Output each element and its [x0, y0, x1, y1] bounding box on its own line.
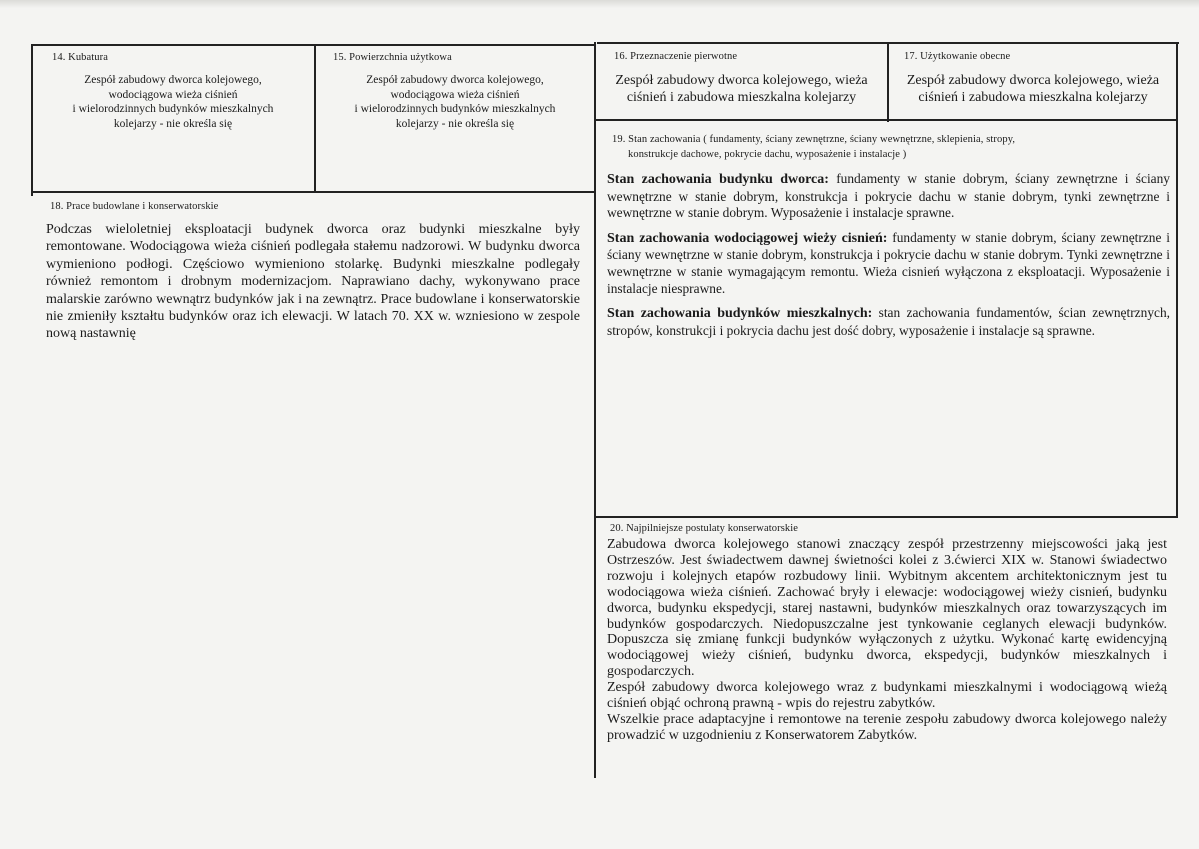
section-15-line: i wielorodzinnych budynków mieszkalnych	[354, 103, 556, 116]
section-19-stan-zachowania	[597, 122, 1175, 514]
section-17-heading: 17. Użytkowanie obecne	[904, 51, 1011, 62]
postulate-paragraph: Zabudowa dworca kolejowego stanowi znaczący zespół przestrzenny miejscowości jaką jest Ostrzeszów. Jest świadectwem dawnej świetności kolei z 3.ćwierci XIX w. Stanowi świadectwo rozwoju i kolejnych etapów rozbudowy linii. Wybitnym akcentem architektonicznym jest tu wodociągowa wieża ciśnień. Zachować bryły i elewacje: wodociągowej wieży cisnień, budynku dworca, budynku ekspedycji, starej nastawni, budynków mieszkalnych oraz towarzyszących im budynków gospodarczych. Niedopuszczalne jest tynkowanie ceglanych elewacji budynków. Dopuszcza się zmianę funkcji budynków wyłączonych z użytku. Wykonać kartę ewidencyjną wodociągowej wieży ciśnień, budynku dworca, ekspedycji, budynków mieszkalnych i gospodarczych.	[607, 537, 1167, 680]
section-14-line: kolejarzy - nie określa się	[113, 117, 233, 130]
condition-tower-paragraph	[607, 230, 1170, 297]
section-16-line: ciśnień i zabudowa mieszkalna kolejarzy	[626, 90, 857, 106]
condition-tower-text: fundamenty w stanie dobrym, ściany zewnętrzne i ściany wewnętrzne w stanie dobrym, konstrukcja i pokrycie dachu w stanie dobrym. Tynki zewnętrzne i wewnętrzne w stanie wymagającym remontu. Wieża cisnień wyłączona z eksploatacji. Wyposażenie i instalacje niesprawne.	[607, 229, 1170, 296]
section-19-heading	[612, 132, 1015, 162]
section-20-postulaty	[597, 519, 1175, 779]
right-border	[1176, 42, 1178, 518]
condition-tower-label: Stan zachowania wodociągowej wieży cisnień:	[607, 230, 888, 246]
condition-station-paragraph	[607, 171, 1170, 222]
condition-housing-label: Stan zachowania budynków mieszkalnych:	[607, 306, 873, 322]
section-14-line: wodociągowa wieża ciśnień	[108, 88, 238, 101]
left-border	[31, 44, 33, 196]
rule-above-20	[595, 516, 1178, 518]
section-15-line: wodociągowa wieża ciśnień	[390, 88, 520, 101]
center-divider	[594, 42, 596, 778]
section-14-kubatura	[34, 47, 312, 189]
divider-16-17	[887, 42, 889, 122]
condition-station-label: Stan zachowania budynku dworca:	[607, 172, 829, 187]
section-19-body	[607, 171, 1170, 347]
section-19-heading-line: konstrukcje dachowe, pokrycie dachu, wyposażenie i instalacje )	[628, 149, 907, 160]
rule-below-16-17	[595, 119, 1178, 121]
condition-housing-paragraph	[607, 305, 1170, 339]
scan-top-edge	[0, 0, 1199, 8]
condition-station-text: fundamenty w stanie dobrym, ściany zewnętrzne i ściany wewnętrzne w stanie dobrym, konstrukcja i pokrycie dachu w stanie dobrym, tynki zewnętrzne i wewnętrzne w stanie dobrym. Wyposażenie i instalacje sprawne.	[607, 171, 1170, 221]
section-14-body	[34, 73, 312, 131]
section-16-line: Zespół zabudowy dworca kolejowego, wieża	[615, 73, 868, 88]
section-15-line: Zespół zabudowy dworca kolejowego,	[366, 74, 544, 86]
section-20-heading: 20. Najpilniejsze postulaty konserwatorskie	[610, 523, 799, 534]
rule-above-18	[31, 191, 595, 193]
section-15-heading: 15. Powierzchnia użytkowa	[333, 52, 452, 63]
section-18-body: Podczas wieloletniej eksploatacji budynek dworca oraz budynki mieszkalne były remontowane. Wodociągowa wieża ciśnień podlegała stałemu nadzorowi. W budynku dworca wymieniono podłogi. Częściowo wymieniono stolarkę. Budynki mieszkalne podlegały również remontom i drobnym modernizacjom. Naprawiano dachy, wykonywano prace malarskie zarówno wewnątrz budynków jak i na zewnątrz. Prace budowlane i konserwatorskie nie zmieniły kształtu budynków oraz ich elewacji. W latach 70. XX w. wzniesiono w zespole nową nastawnię	[46, 222, 580, 342]
section-14-line: i wielorodzinnych budynków mieszkalnych	[72, 103, 274, 116]
section-17-line: ciśnień i zabudowa mieszkalna kolejarzy	[918, 90, 1148, 106]
postulate-paragraph: Wszelkie prace adaptacyjne i remontowe na terenie zespołu zabudowy dworca kolejowego należy prowadzić w uzgodnieniu z Konserwatorem Zabytków.	[607, 711, 1167, 743]
section-18-prace	[34, 194, 592, 374]
section-19-heading-line: 19. Stan zachowania ( fundamenty, ściany zewnętrzne, ściany wewnętrzne, sklepienia, stropy,	[612, 134, 1016, 145]
section-17-line: Zespół zabudowy dworca kolejowego, wieża	[906, 73, 1160, 88]
section-16-body	[597, 72, 886, 107]
section-16-przeznaczenie	[597, 45, 886, 119]
section-15-body	[317, 73, 593, 131]
divider-14-15	[314, 44, 316, 192]
section-14-line: Zespół zabudowy dworca kolejowego,	[84, 74, 262, 86]
top-rule-left	[31, 44, 594, 46]
section-17-body	[890, 72, 1176, 107]
section-20-body	[607, 537, 1167, 744]
section-15-line: kolejarzy - nie określa się	[395, 117, 515, 130]
section-17-uzytkowanie	[890, 45, 1176, 119]
section-16-heading: 16. Przeznaczenie pierwotne	[614, 51, 738, 62]
section-14-heading: 14. Kubatura	[52, 52, 109, 63]
section-15-powierzchnia	[317, 47, 593, 189]
postulate-paragraph: Zespół zabudowy dworca kolejowego wraz z budynkami mieszkalnymi i wodociągową wieżą ciśnień objąć ochroną prawną - wpis do rejestru zabytków.	[607, 680, 1167, 712]
section-18-heading: 18. Prace budowlane i konserwatorskie	[50, 201, 219, 212]
condition-housing-text: stan zachowania fundamentów, ścian zewnętrznych, stropów, konstrukcji i pokrycia dachu jest dość dobry, wyposażenie i instalacje są sprawne.	[607, 305, 1171, 338]
